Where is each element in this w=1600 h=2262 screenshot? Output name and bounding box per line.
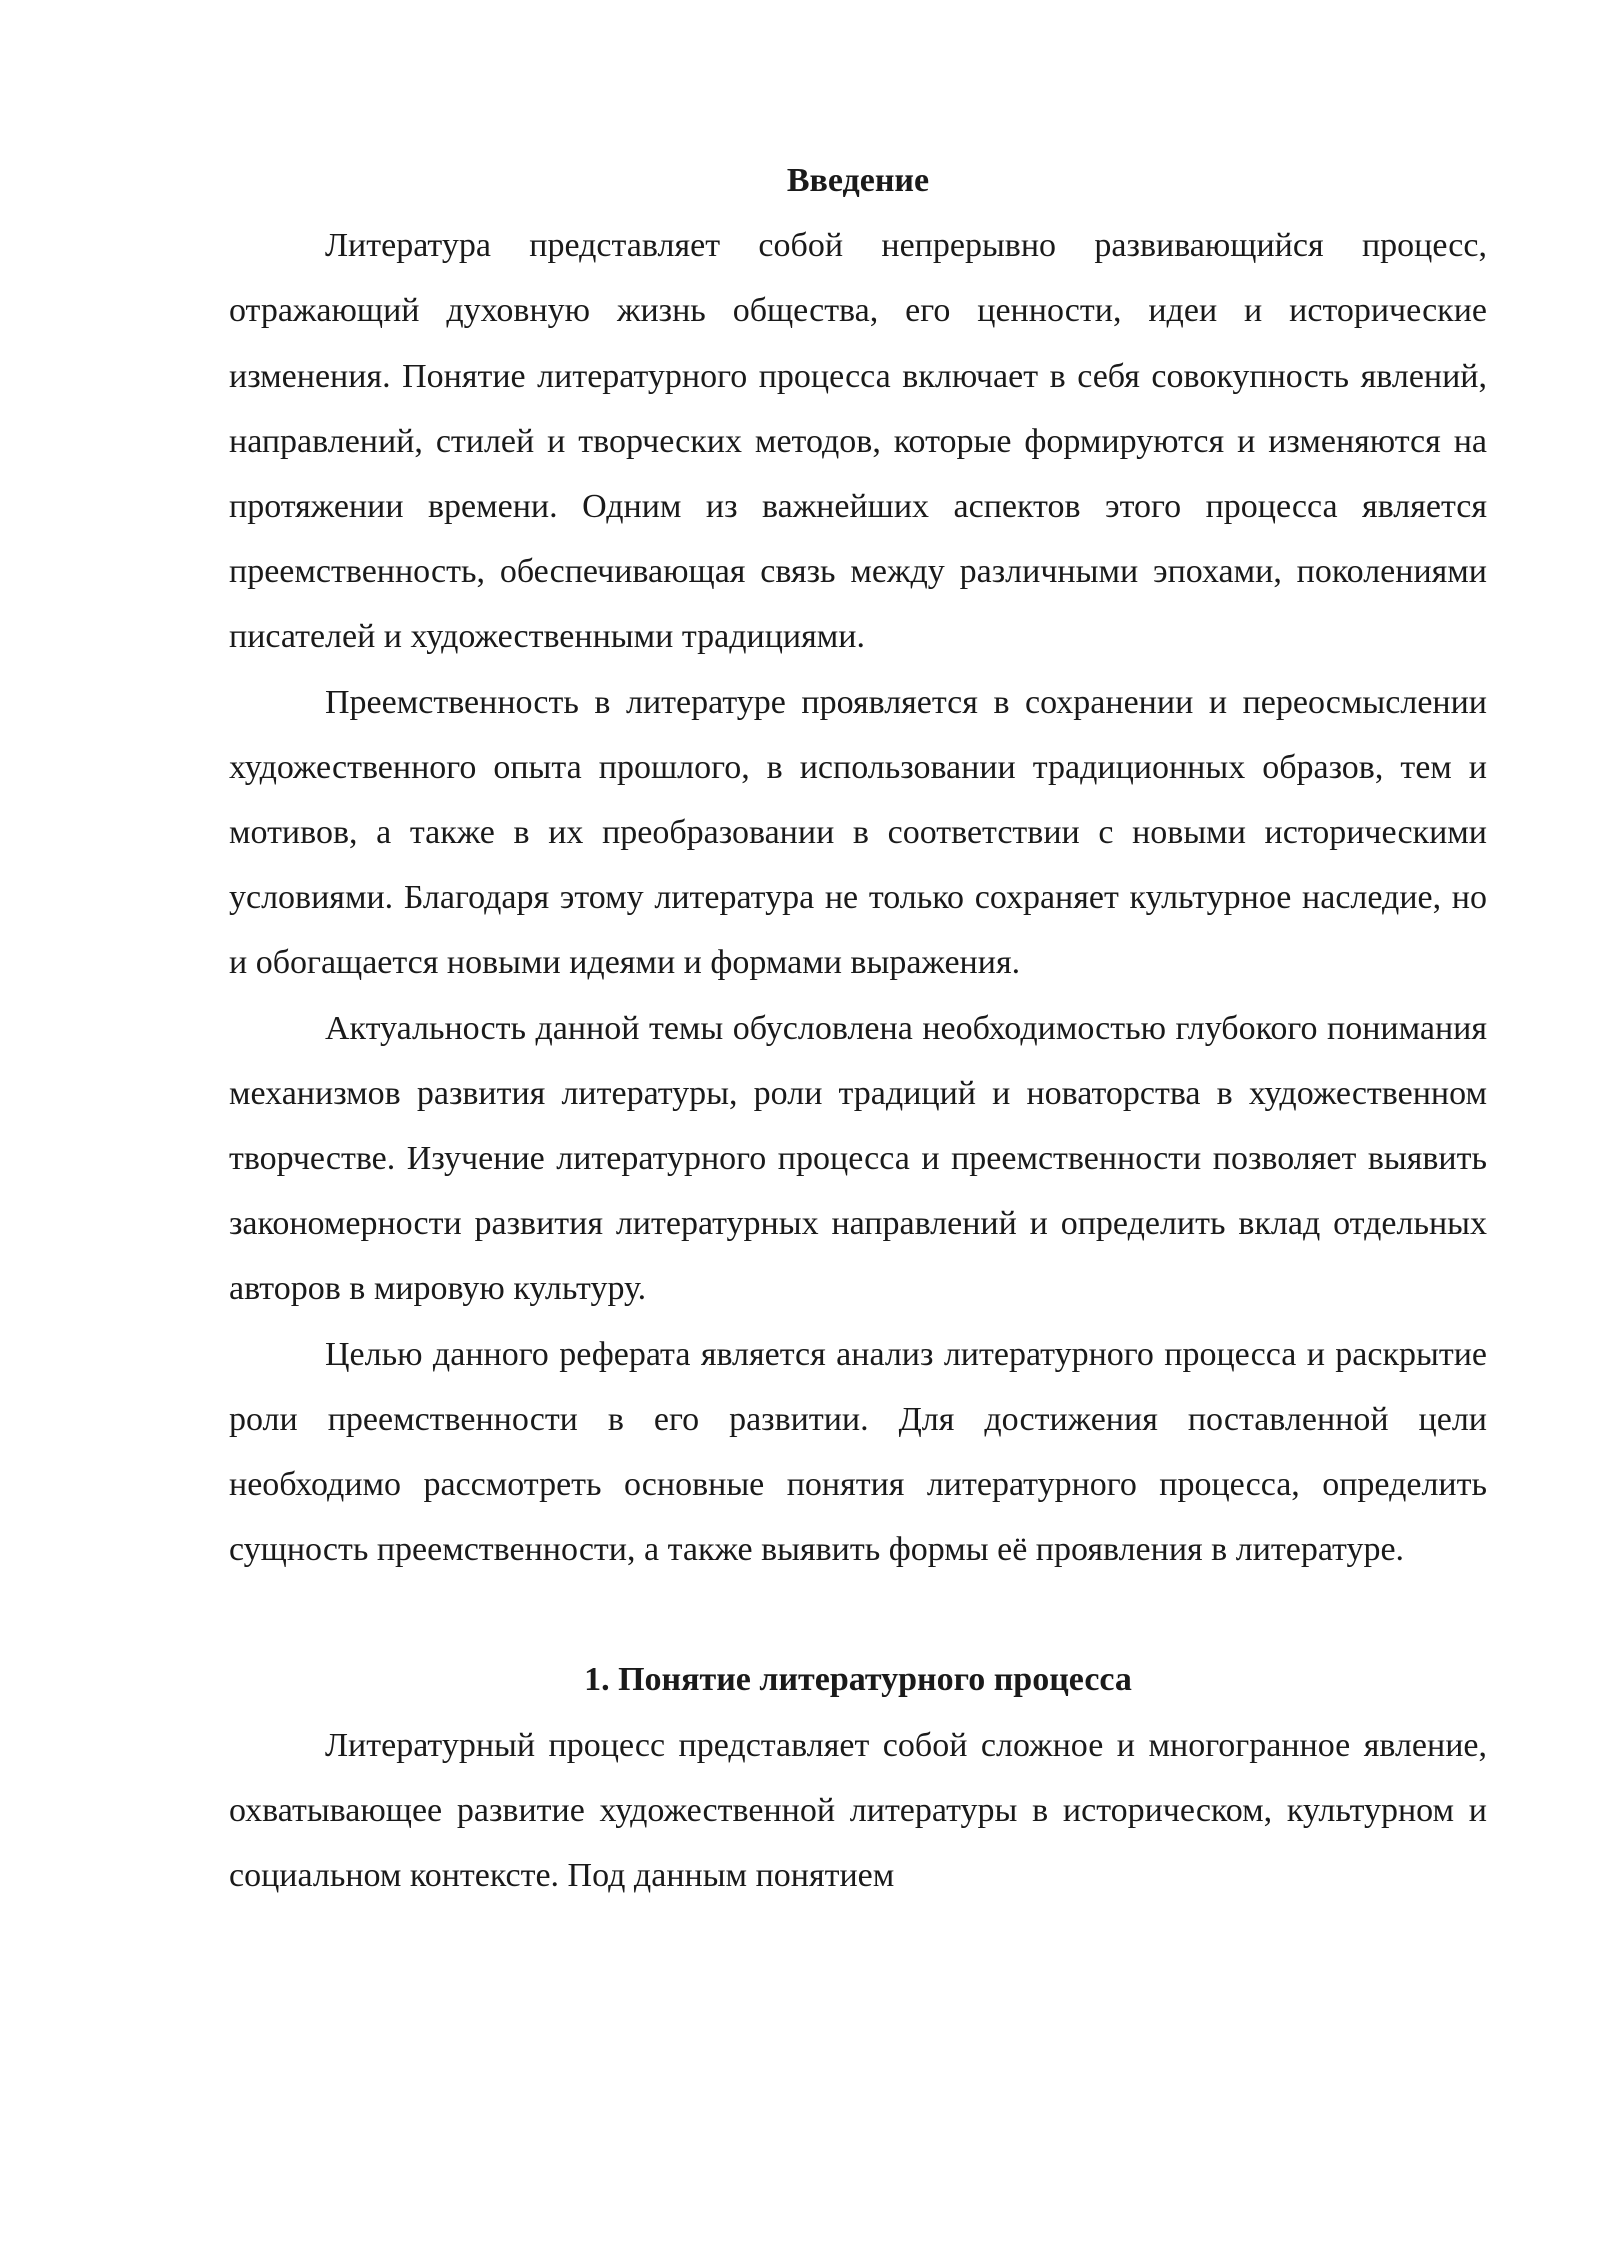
document-body <box>229 148 1487 1908</box>
intro-heading: Введение <box>786 162 930 199</box>
intro-paragraph-1: Литература представляет собой непрерывно развивающийся процесс, отражающий духовную жизнь общества, его ценности, идеи и исторические изменения. Понятие литературного процесса включает в себя совокупность явлений, направлений, стилей и творческих методов, которые формируются и изменяются на протяжении времени. Одним из важнейших аспектов этого процесса является преемственность, обеспечивающая связь между различными эпохами, поколениями писателей и художественными традициями. <box>229 227 1487 656</box>
intro-paragraph-4: Целью данного реферата является анализ литературного процесса и раскрытие роли преемственности в его развитии. Для достижения поставленной цели необходимо рассмотреть основные понятия литературного процесса, определить сущность преемственности, а также выявить формы её проявления в литературе. <box>229 1335 1487 1569</box>
section-1-paragraph-1: Литературный процесс представляет собой сложное и многогранное явление, охватывающее развитие художественной литературы в историческом, культурном и социальном контексте. Под данным понятием <box>229 1726 1487 1895</box>
section-1-heading: 1. Понятие литературного процесса <box>584 1661 1132 1699</box>
intro-paragraph-2: Преемственность в литературе проявляется в сохранении и переосмыслении художественного опыта прошлого, в использовании традиционных образов, тем и мотивов, а также в их преобразовании в соответствии с новыми историческими условиями. Благодаря этому литература не только сохраняет культурное наследие, но и обогащается новыми идеями и формами выражения. <box>229 683 1487 982</box>
intro-paragraph-3: Актуальность данной темы обусловлена необходимостью глубокого понимания механизмов развития литературы, роли традиций и новаторства в художественном творчестве. Изучение литературного процесса и преемственности позволяет выявить закономерности развития литературных направлений и определить вклад отдельных авторов в мировую культуру. <box>229 1009 1487 1308</box>
